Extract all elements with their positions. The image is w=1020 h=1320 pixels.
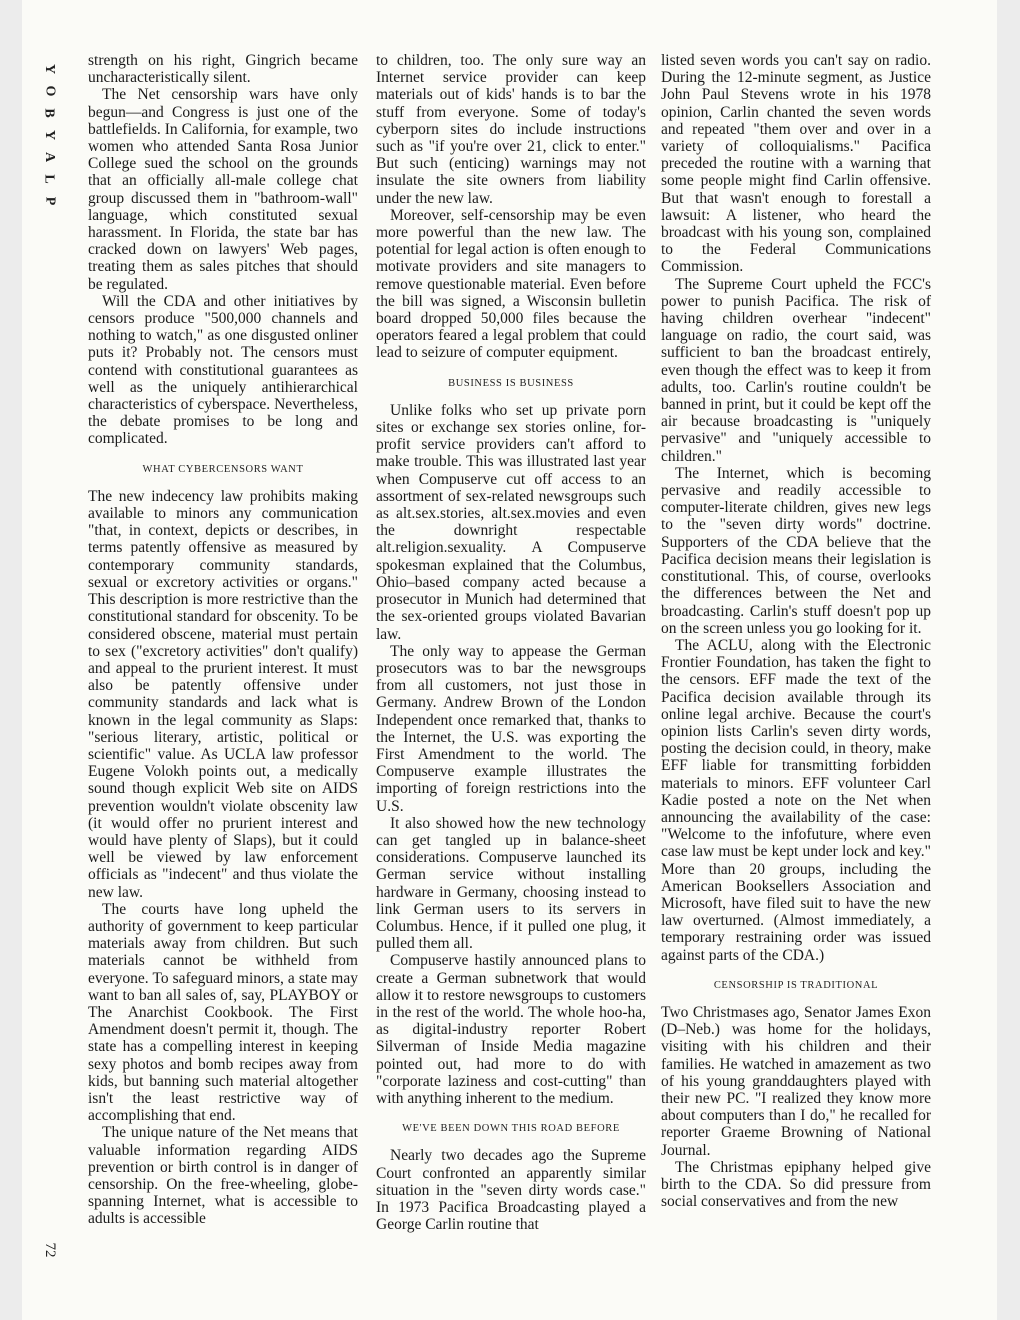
page-number-text: 72 [42,1242,58,1258]
masthead-letter: P [42,196,57,206]
paragraph: Two Christmases ago, Senator James Exon (D–Neb.) was home for the holidays, visiting with his children and their families. He watched in amazement as two of his young granddaughters played with their new PC. "I realized they know more about computers than I do," he recalled for reporter Graeme Browning of National Journal. [661,1003,931,1159]
article-column-1 [88,52,358,1228]
paragraph: to children, too. The only sure way an Internet service provider can keep materials out of kids' hands is to bar the stuff from everyone. Some of today's cyberporn sites do include instructions such as "if you're over 21, click to enter." But such (enticing) warnings may not insulate the site owners from liability under the new law. [376,52,646,207]
section-heading: WHAT CYBERCENSORS WANT [142,463,304,475]
paragraph: Nearly two decades ago the Supreme Court confronted an apparently similar situation in the "seven dirty words case." In 1973 Pacifica Broadcasting played a George Carlin routine that [376,1147,646,1234]
paragraph: Will the CDA and other initiatives by censors produce "500,000 channels and nothing to watch," as one disgusted onliner puts it? Probably not. The censors must contend with constitutional guarantees as well as the uniquely antihierarchical characteristics of cyberspace. Nevertheless, the debate promises to be long and complicated. [88,292,358,448]
section-heading: BUSINESS IS BUSINESS [448,377,574,389]
paragraph: listed seven words you can't say on radio. During the 12-minute segment, as Justice John Paul Stevens wrote in his 1978 opinion, Carlin chanted the seven words and repeated "them over and over in a variety of colloquialisms." Pacifica preceded the routine with a warning that some people might find Carlin offensive. But that wasn't enough to forestall a lawsuit: A listener, who heard the broadcast with his young son, complained to the Federal Communications Commission. [661,52,931,276]
paragraph: Compuserve hastily announced plans to create a German subnetwork that would allow it to restore newsgroups to customers in the rest of the world. The whole hoo-ha, as digital-industry reporter Robert Silverman of Inside Media magazine pointed out, had more to do with "corporate laziness and cost-cutting" than with anything inherent to the medium. [376,952,646,1107]
paragraph: The courts have long upheld the authority of government to keep particular materials away from children. But such materials cannot be withheld from everyone. To safeguard minors, a state may want to ban all sales of, say, PLAYBOY or The Anarchist Cookbook. The First Amendment doesn't permit it, though. The state has a compelling interest in keeping sexy photos and bomb recipes away from kids, but banning such material altogether isn't the least restrictive way of accomplishing that end. [88,900,358,1125]
paragraph: Unlike folks who set up private porn sites or exchange sex stories online, for-profit service providers can't afford to make trouble. This was illustrated last year when Compuserve cut off access to an assortment of sex-related newsgroups such as alt.sex.stories, alt.sex.movies and even the downright respectable alt.religion.sexuality. A Compuserve spokesman explained that the Columbus, Ohio–based company acted because a prosecutor in Munich had determined that the sex-oriented groups violated Bavarian law. [376,401,646,643]
section-heading: CENSORSHIP IS TRADITIONAL [713,979,879,991]
paragraph: The new indecency law prohibits making available to minors any communication "that, in context, depicts or describes, in terms patently offensive as measured by contemporary community standards, sexual or excretory activities or organs." This description is more restrictive than the constitutional standard for obscenity. To be considered obscene, material must pertain to sex ("excretory activities" don't qualify) and appeal to the prurient interest. It must also be patently offensive under community standards and lack what is known in the legal community as Slaps: "serious literary, artistic, political or scientific" value. As UCLA law professor Eugene Volokh points out, a medically sound though explicit Web site on AIDS prevention wouldn't violate obscenity law (it would offer no prurient interest and would have plenty of Slaps), but it could well be viewed by law enforcement officials as "indecent" and thus violate the new law. [88,487,358,901]
masthead [38,58,60,212]
masthead-letter: Y [42,63,57,75]
paragraph: The Supreme Court upheld the FCC's power to punish Pacifica. The risk of having children overhear "indecent" language on radio, the court said, was sufficient to ban the broadcast entirely, even though the effect was to keep it from adults, too. Carlin's routine couldn't be banned in print, but it could be kept off the air because broadcasting is "uniquely pervasive" and "uniquely accessible to children." [661,275,931,465]
page-sidebar [22,0,82,1320]
paragraph: The Internet, which is becoming pervasive and readily accessible to computer-literate children, gives new legs to the "seven dirty words" doctrine. Supporters of the CDA believe that the Pacifica decision means their legislation is constitutional. This, of course, overlooks the differences between the Net and broadcasting. Carlin's stuff doesn't pop up on the screen unless you go looking for it. [661,464,931,637]
masthead-letter: A [42,151,57,163]
paragraph: Moreover, self-censorship may be even more powerful than the new law. The potential for legal action is often enough to motivate providers and site managers to remove questionable material. Even before the bill was signed, a Wisconsin bulletin board dropped 50,000 files because the operators feared a legal problem that could lead to seizure of computer equipment. [376,206,646,362]
paragraph: The unique nature of the Net means that valuable information regarding AIDS prevention or birth control is in danger of censorship. On the free-wheeling, globe-spanning Internet, what is accessible to adults is accessible [88,1124,358,1228]
section-heading: WE'VE BEEN DOWN THIS ROAD BEFORE [402,1123,620,1135]
paragraph: The ACLU, along with the Electronic Frontier Foundation, has taken the fight to the censors. EFF made the text of the Pacifica decision available through its online legal archive. Because the court's opinion lists Carlin's seven dirty words, posting the decision could, in theory, make EFF liable for transmitting forbidden materials to minors. EFF volunteer Carl Kadie posted a note on the Net when announcing the availability of the case: "Welcome to the infofuture, where even case law must be kept under lock and key." More than 20 groups, including the American Booksellers Association and Microsoft, have filed suit to have the new law overturned. (Almost immediately, a temporary restraining order was issued against parts of the CDA.) [661,636,931,964]
masthead-letter: O [41,85,57,97]
paragraph: The only way to appease the German prosecutors was to bar the newsgroups from all customers, not just those in Germany. Andrew Brown of the London Independent once remarked that, thanks to the Internet, the U.S. was exporting the First Amendment to the world. The Compuserve example illustrates the importing of foreign restrictions into the U.S. [376,642,646,815]
article-column-2 [376,52,646,1233]
page-number [38,1238,62,1262]
paragraph: The Christmas epiphany helped give birth to the CDA. So did pressure from social conservatives and from the new [661,1158,931,1211]
paragraph: strength on his right, Gingrich became uncharacteristically silent. [88,52,358,87]
magazine-page [22,0,997,1320]
paragraph: The Net censorship wars have only begun—and Congress is just one of the battlefields. In California, for example, two women who attended Santa Rosa Junior College sued the school on the grounds that an officially all-male college chat group discussed them in "bathroom-wall" language, which constituted sexual harassment. In Florida, the state bar has cracked down on lawyers' Web pages, treating them as sales pitches that should be regulated. [88,86,358,293]
article-column-3 [661,52,931,1210]
masthead-letter: B [42,108,57,118]
paragraph: It also showed how the new technology can get tangled up in balance-sheet considerations. Compuserve launched its German service without installing hardware in Germany, choosing instead to link German users to its servers in Columbus. Hence, if it pulled one plug, it pulled them all. [376,814,646,953]
masthead-letter: Y [42,129,57,141]
masthead-letter: L [42,174,57,184]
